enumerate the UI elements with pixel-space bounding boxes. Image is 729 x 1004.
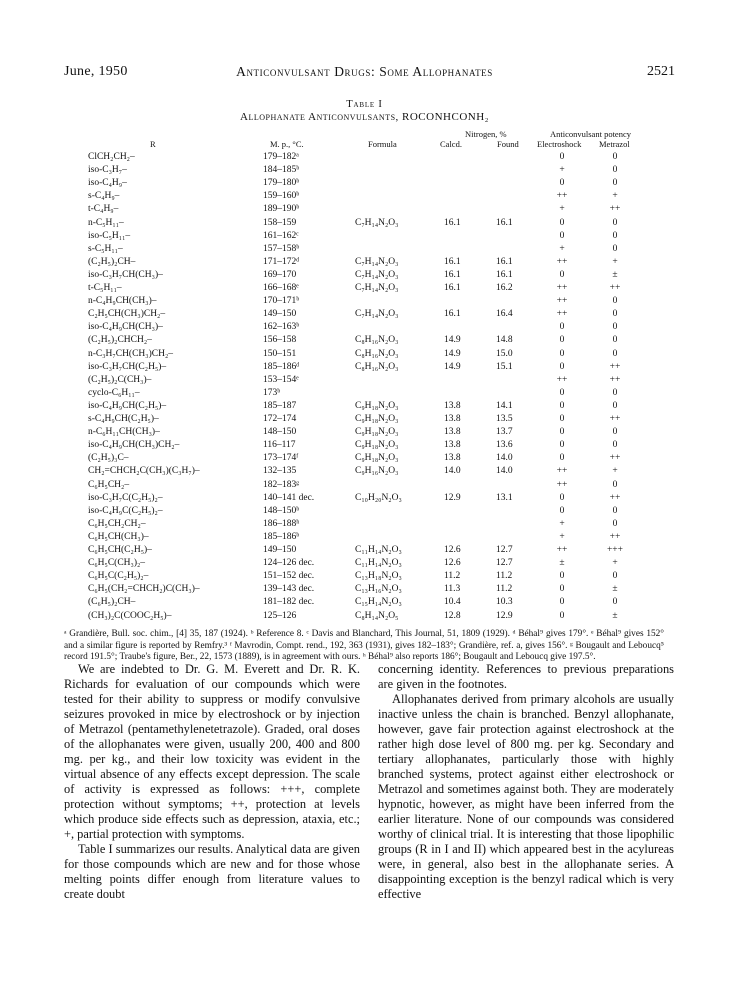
cell-mp: 156–158: [263, 335, 297, 346]
cell-mp: 184–185ᵇ: [263, 165, 300, 176]
cell-calcd: 16.1: [444, 309, 461, 320]
cell-calcd: 11.2: [444, 571, 461, 582]
cell-formula: C₈H₁₆N₂O₃: [355, 348, 399, 359]
cell-mp: 182–183ᵍ: [263, 479, 300, 490]
cell-found: 11.2: [496, 584, 513, 595]
cell-mp: 151–152 dec.: [263, 571, 315, 582]
cell-formula: C₈H₁₆N₂O₃: [355, 335, 399, 346]
cell-formula: C₉H₁₈N₂O₃: [355, 453, 399, 464]
cell-r: (C₂H₅)₃C–: [88, 453, 129, 464]
cell-mp: 169–170: [263, 269, 297, 280]
cell-formula: C₈H₁₄N₂O₅: [355, 610, 399, 621]
cell-found: 14.1: [496, 400, 513, 411]
cell-formula: C₉H₁₈N₂O₃: [355, 414, 399, 424]
cell-metrazol: 0: [612, 243, 618, 254]
cell-metrazol: 0: [612, 597, 618, 608]
col-header-found: Found: [497, 139, 519, 149]
cell-mp: 148–150ᵇ: [263, 505, 300, 516]
cell-r: iso-C₄H₉CH(CH₃)–: [88, 322, 163, 333]
page-number: 2521: [647, 64, 675, 79]
cell-r: t-C₄H₉–: [88, 204, 119, 215]
cell-mp: 161–162ᶜ: [263, 230, 299, 241]
cell-found: 12.7: [496, 558, 513, 569]
cell-mp: 116–117: [263, 440, 296, 451]
cell-calcd: 10.4: [444, 597, 461, 608]
cell-mp: 125–126: [263, 610, 297, 621]
cell-formula: C₉H₁₈N₂O₃: [355, 427, 399, 438]
cell-r: iso-C₃H₇–: [88, 165, 127, 176]
cell-r: s-C₄H₉–: [88, 191, 120, 202]
cell-formula: C₇H₁₄N₂O₃: [355, 217, 399, 228]
cell-electroshock: 0: [559, 414, 565, 424]
cell-mp: 149–150: [263, 309, 297, 320]
cell-calcd: 12.6: [444, 545, 461, 555]
cell-calcd: 13.8: [444, 453, 461, 464]
cell-metrazol: +++: [606, 545, 624, 555]
cell-found: 13.1: [496, 492, 513, 503]
cell-metrazol: ++: [609, 492, 621, 503]
cell-formula: C₉H₁₈N₂O₃: [355, 440, 399, 451]
cell-electroshock: ++: [556, 374, 568, 385]
paragraph: We are indebted to Dr. G. M. Everett and Dr. R. K. Richards for evaluation of our compounds which were tested for their ability to suppress or modify convulsive seizures provoked in mice by electroshock or by injection of Metrazol (pentamethylenetetrazole). Graded, oral doses of the allophanates were given, usually 200, 400 and 800 mg. per kg., and their low toxicity was evident in the virtual absence of any effects except depression. The scale of activity is expressed as follows: +++, complete protection without symptoms; ++, protection at levels which produce side effects such as depression, ataxia, etc.; +, partial protection with symptoms.: [64, 662, 360, 841]
col-header-potency: Anticonvulsant potency: [550, 129, 631, 139]
cell-metrazol: +: [612, 256, 618, 267]
cell-electroshock: 0: [559, 348, 565, 359]
cell-r: t-C₅H₁₁–: [88, 283, 122, 293]
cell-mp: 149–150: [263, 545, 297, 555]
cell-found: 15.0: [496, 348, 513, 359]
cell-found: 12.7: [496, 545, 513, 555]
cell-electroshock: +: [559, 165, 565, 176]
cell-calcd: 16.1: [444, 256, 461, 267]
table-title: Allophanate Anticonvulsants, ROCONHCONH₂: [240, 111, 489, 123]
cell-found: 14.0: [496, 466, 513, 477]
cell-metrazol: ++: [609, 204, 621, 215]
cell-metrazol: 0: [612, 348, 618, 359]
cell-calcd: 13.8: [444, 400, 461, 411]
cell-mp: 166–168ᵉ: [263, 283, 299, 293]
cell-mp: 173ᵇ: [263, 387, 281, 398]
table-label: Table I: [346, 99, 383, 110]
cell-calcd: 12.9: [444, 492, 461, 503]
cell-found: 16.1: [496, 256, 513, 267]
cell-metrazol: 0: [612, 400, 618, 411]
cell-mp: 140–141 dec.: [263, 492, 315, 503]
cell-r: iso-C₃H₇CH(CH₃)–: [88, 269, 163, 280]
cell-mp: 124–126 dec.: [263, 558, 315, 569]
cell-calcd: 11.3: [444, 584, 461, 595]
cell-electroshock: 0: [559, 453, 565, 464]
running-header-title: Anticonvulsant Drugs: Some Allophanates: [236, 64, 493, 79]
cell-mp: 150–151: [263, 348, 297, 359]
cell-r: C₆H₅CH(CH₃)–: [88, 531, 149, 542]
cell-electroshock: ++: [556, 296, 568, 307]
cell-formula: C₁₃H₁₆N₂O₃: [355, 584, 402, 595]
cell-found: 13.6: [496, 440, 513, 451]
col-header-nitrogen: Nitrogen, %: [465, 129, 507, 139]
cell-electroshock: ±: [559, 558, 565, 569]
cell-r: n-C₃H₇CH(CH₃)CH₂–: [88, 348, 174, 359]
cell-r: cyclo-C₆H₁₁–: [88, 387, 140, 398]
cell-mp: 179–182ᵃ: [263, 152, 299, 162]
cell-formula: C₉H₁₈N₂O₃: [355, 400, 399, 411]
cell-r: (C₂H₅)₂C(CH₃)–: [88, 374, 152, 385]
cell-metrazol: ++: [609, 374, 621, 385]
cell-metrazol: 0: [612, 387, 618, 398]
cell-metrazol: ++: [609, 453, 621, 464]
cell-mp: 171–172ᵈ: [263, 256, 300, 267]
cell-r: s-C₄H₉CH(C₂H₅)–: [88, 414, 159, 424]
col-header-electroshock: Electroshock: [537, 139, 582, 149]
cell-r: n-C₅H₁₁–: [88, 217, 124, 228]
cell-metrazol: 0: [612, 230, 618, 241]
cell-found: 13.7: [496, 427, 513, 438]
cell-mp: 159–160ᵇ: [263, 191, 300, 202]
cell-electroshock: ++: [556, 256, 568, 267]
cell-metrazol: ++: [609, 531, 621, 542]
cell-mp: 153–154ᵉ: [263, 374, 299, 385]
cell-r: C₆H₅CH₂CH₂–: [88, 518, 146, 529]
cell-metrazol: 0: [612, 505, 618, 516]
cell-mp: 185–186ᵈ: [263, 361, 300, 372]
cell-metrazol: 0: [612, 152, 618, 162]
cell-mp: 172–174: [263, 414, 297, 424]
cell-mp: 185–186ᵇ: [263, 531, 300, 542]
col-header-calcd: Calcd.: [440, 139, 462, 149]
cell-calcd: 14.9: [444, 361, 461, 372]
col-header-formula: Formula: [368, 139, 397, 149]
cell-r: n-C₆H₁₁CH(CH₃)–: [88, 427, 160, 438]
cell-calcd: 16.1: [444, 269, 461, 280]
cell-electroshock: ++: [556, 479, 568, 490]
cell-electroshock: +: [559, 204, 565, 215]
cell-electroshock: +: [559, 518, 565, 529]
cell-found: 13.5: [496, 414, 513, 424]
cell-electroshock: 0: [559, 440, 565, 451]
cell-r: s-C₅H₁₁–: [88, 243, 123, 254]
cell-metrazol: 0: [612, 427, 618, 438]
cell-r: n-C₄H₉CH(CH₃)–: [88, 296, 157, 307]
cell-mp: 181–182 dec.: [263, 597, 315, 608]
cell-electroshock: 0: [559, 571, 565, 582]
cell-mp: 158–159: [263, 217, 297, 228]
cell-found: 16.2: [496, 283, 513, 293]
cell-calcd: 12.8: [444, 610, 461, 621]
cell-metrazol: 0: [612, 322, 618, 333]
cell-formula: C₁₅H₁₄N₂O₃: [355, 597, 402, 608]
cell-found: 11.2: [496, 571, 513, 582]
cell-electroshock: ++: [556, 283, 568, 293]
cell-found: 16.1: [496, 217, 513, 228]
table-footnotes: ᵃ Grandière, Bull. soc. chim., [4] 35, 187 (1924). ᵇ Reference 8. ᶜ Davis and Blanchard, This Journal, 51, 1809 (1929). ᵈ Béhal⁹ gives 179°. ᵉ Béhal⁹ gives 152° and a similar figure is reported by Remfry.³ ᶠ Mavrodin, Compt. rend., 192, 363 (1931), gives 182–183°; Grandière, ref. a, gives 156°. ᵍ Bougault and Leboucq⁵ record 191.5°; Traube's figure, Ber., 22, 1573 (1889), is in agreement with ours. ʰ Béhal⁹ also reports 186°; Bougault and Leboucq give 197.5°.: [64, 629, 664, 662]
cell-r: iso-C₃H₇CH(C₂H₅)–: [88, 361, 167, 372]
cell-electroshock: 0: [559, 361, 565, 372]
cell-metrazol: 0: [612, 440, 618, 451]
cell-calcd: 14.9: [444, 348, 461, 359]
cell-electroshock: 0: [559, 597, 565, 608]
cell-mp: 185–187: [263, 400, 297, 411]
paragraph: Allophanates derived from primary alcohols are usually inactive unless the chain is branched. Benzyl allophanate, however, gave fair protection against electroshock at the rather high dose level of 800 mg. per kg. Secondary and tertiary allophanates, particularly those with highly branched systems, protect against either electroshock or Metrazol and sometimes against both. They are moderately hypnotic, however, as might have been inferred from the earlier literature. None of our compounds was considered worthy of clinical trial. It is interesting that those lipophilic groups (R in I and II) which appeared best in the acylureas were, in general, also best in the allophanate series. A disappointing exception is the benzyl radical which is very effective: [378, 692, 674, 901]
cell-r: CH₂=CHCH₂C(CH₃)(C₃H₇)–: [88, 466, 200, 477]
cell-mp: 170–171ᵇ: [263, 296, 300, 307]
cell-calcd: 13.8: [444, 440, 461, 451]
cell-metrazol: 0: [612, 178, 618, 189]
cell-electroshock: 0: [559, 492, 565, 503]
cell-formula: C₇H₁₄N₂O₃: [355, 269, 399, 280]
cell-r: ClCH₂CH₂–: [88, 152, 135, 162]
cell-mp: 186–188ʰ: [263, 518, 300, 529]
cell-electroshock: 0: [559, 387, 565, 398]
cell-r: iso-C₄H₉CH(CH₃)CH₂–: [88, 440, 180, 451]
table-body: [0, 152, 729, 627]
cell-electroshock: 0: [559, 610, 565, 621]
cell-formula: C₇H₁₄N₂O₃: [355, 256, 399, 267]
cell-formula: C₉H₁₆N₂O₃: [355, 466, 399, 477]
cell-r: C₆H₅C(C₂H₅)₂–: [88, 571, 149, 582]
cell-r: C₆H₅CH(C₂H₅)–: [88, 545, 152, 555]
cell-calcd: 13.8: [444, 414, 461, 424]
cell-r: C₆H₅C(CH₃)₂–: [88, 558, 146, 569]
cell-metrazol: 0: [612, 296, 618, 307]
cell-mp: 189–190ᵇ: [263, 204, 300, 215]
cell-calcd: 14.9: [444, 335, 461, 346]
cell-r: C₆H₅CH₂–: [88, 479, 130, 490]
cell-electroshock: +: [559, 531, 565, 542]
cell-electroshock: ++: [556, 466, 568, 477]
cell-metrazol: +: [612, 466, 618, 477]
cell-calcd: 12.6: [444, 558, 461, 569]
cell-electroshock: ++: [556, 309, 568, 320]
cell-found: 12.9: [496, 610, 513, 621]
cell-mp: 148–150: [263, 427, 297, 438]
cell-formula: C₈H₁₆N₂O₃: [355, 361, 399, 372]
cell-mp: 173–174ᶠ: [263, 453, 299, 464]
cell-metrazol: ±: [612, 269, 618, 280]
cell-electroshock: ++: [556, 191, 568, 202]
cell-formula: C₇H₁₄N₂O₃: [355, 309, 399, 320]
cell-mp: 132–135: [263, 466, 297, 477]
running-header-date: June, 1950: [64, 64, 128, 79]
cell-mp: 162–163ᵇ: [263, 322, 300, 333]
cell-mp: 157–158ᵇ: [263, 243, 300, 254]
cell-found: 14.8: [496, 335, 513, 346]
paragraph: concerning identity. References to previous preparations are given in the footnotes.: [378, 662, 674, 691]
cell-formula: C₁₁H₁₄N₂O₃: [355, 545, 402, 555]
paragraph: Table I summarizes our results. Analytical data are given for those compounds which are new and for those whose melting points differ enough from literature values to create doubt: [64, 842, 360, 901]
col-header-metrazol: Metrazol: [599, 139, 630, 149]
cell-formula: C₁₀H₂₀N₂O₃: [355, 492, 402, 503]
cell-metrazol: 0: [612, 335, 618, 346]
cell-calcd: 16.1: [444, 283, 461, 293]
col-header-mp: M. p., °C.: [270, 139, 304, 149]
cell-electroshock: 0: [559, 427, 565, 438]
cell-electroshock: 0: [559, 400, 565, 411]
cell-r: (C₂H₅)₂CHCH₂–: [88, 335, 152, 346]
cell-metrazol: +: [612, 558, 618, 569]
cell-electroshock: 0: [559, 178, 565, 189]
cell-electroshock: 0: [559, 584, 565, 595]
cell-electroshock: 0: [559, 335, 565, 346]
cell-r: iso-C₃H₇C(C₂H₅)₂–: [88, 492, 163, 503]
cell-metrazol: 0: [612, 217, 618, 228]
cell-formula: C₁₁H₁₄N₂O₃: [355, 558, 402, 569]
cell-metrazol: 0: [612, 571, 618, 582]
cell-found: 16.1: [496, 269, 513, 280]
cell-r: (C₆H₅)₂CH–: [88, 597, 136, 608]
cell-calcd: 16.1: [444, 217, 461, 228]
body-column-right: [378, 662, 674, 902]
cell-electroshock: 0: [559, 230, 565, 241]
cell-metrazol: 0: [612, 165, 618, 176]
cell-metrazol: 0: [612, 518, 618, 529]
cell-found: 14.0: [496, 453, 513, 464]
cell-formula: C₁₃H₁₈N₂O₃: [355, 571, 402, 582]
col-header-r: R: [150, 139, 156, 149]
cell-electroshock: ++: [556, 545, 568, 555]
cell-calcd: 13.8: [444, 427, 461, 438]
cell-electroshock: +: [559, 243, 565, 254]
cell-found: 10.3: [496, 597, 513, 608]
cell-electroshock: 0: [559, 505, 565, 516]
cell-r: iso-C₄H₉–: [88, 178, 127, 189]
cell-electroshock: 0: [559, 269, 565, 280]
cell-formula: C₇H₁₄N₂O₃: [355, 283, 399, 293]
cell-r: iso-C₄H₉CH(C₂H₅)–: [88, 400, 167, 411]
cell-mp: 179–180ᵇ: [263, 178, 300, 189]
cell-r: iso-C₄H₉C(C₂H₅)₂–: [88, 505, 163, 516]
cell-found: 16.4: [496, 309, 513, 320]
cell-r: C₂H₅CH(CH₃)CH₂–: [88, 309, 166, 320]
cell-electroshock: 0: [559, 217, 565, 228]
cell-mp: 139–143 dec.: [263, 584, 315, 595]
cell-r: (CH₃)₂C(COOC₂H₅)–: [88, 610, 172, 621]
cell-metrazol: 0: [612, 479, 618, 490]
cell-metrazol: 0: [612, 309, 618, 320]
cell-r: C₆H₅(CH₂=CHCH₂)C(CH₃)–: [88, 584, 200, 595]
cell-metrazol: ±: [612, 584, 618, 595]
cell-calcd: 14.0: [444, 466, 461, 477]
cell-metrazol: +: [612, 191, 618, 202]
cell-metrazol: ++: [609, 414, 621, 424]
body-column-left: [64, 662, 360, 902]
cell-r: (C₂H₅)₂CH–: [88, 256, 136, 267]
cell-found: 15.1: [496, 361, 513, 372]
cell-electroshock: 0: [559, 152, 565, 162]
cell-r: iso-C₅H₁₁–: [88, 230, 131, 241]
cell-electroshock: 0: [559, 322, 565, 333]
cell-metrazol: ++: [609, 283, 621, 293]
cell-metrazol: ±: [612, 610, 618, 621]
cell-metrazol: ++: [609, 361, 621, 372]
